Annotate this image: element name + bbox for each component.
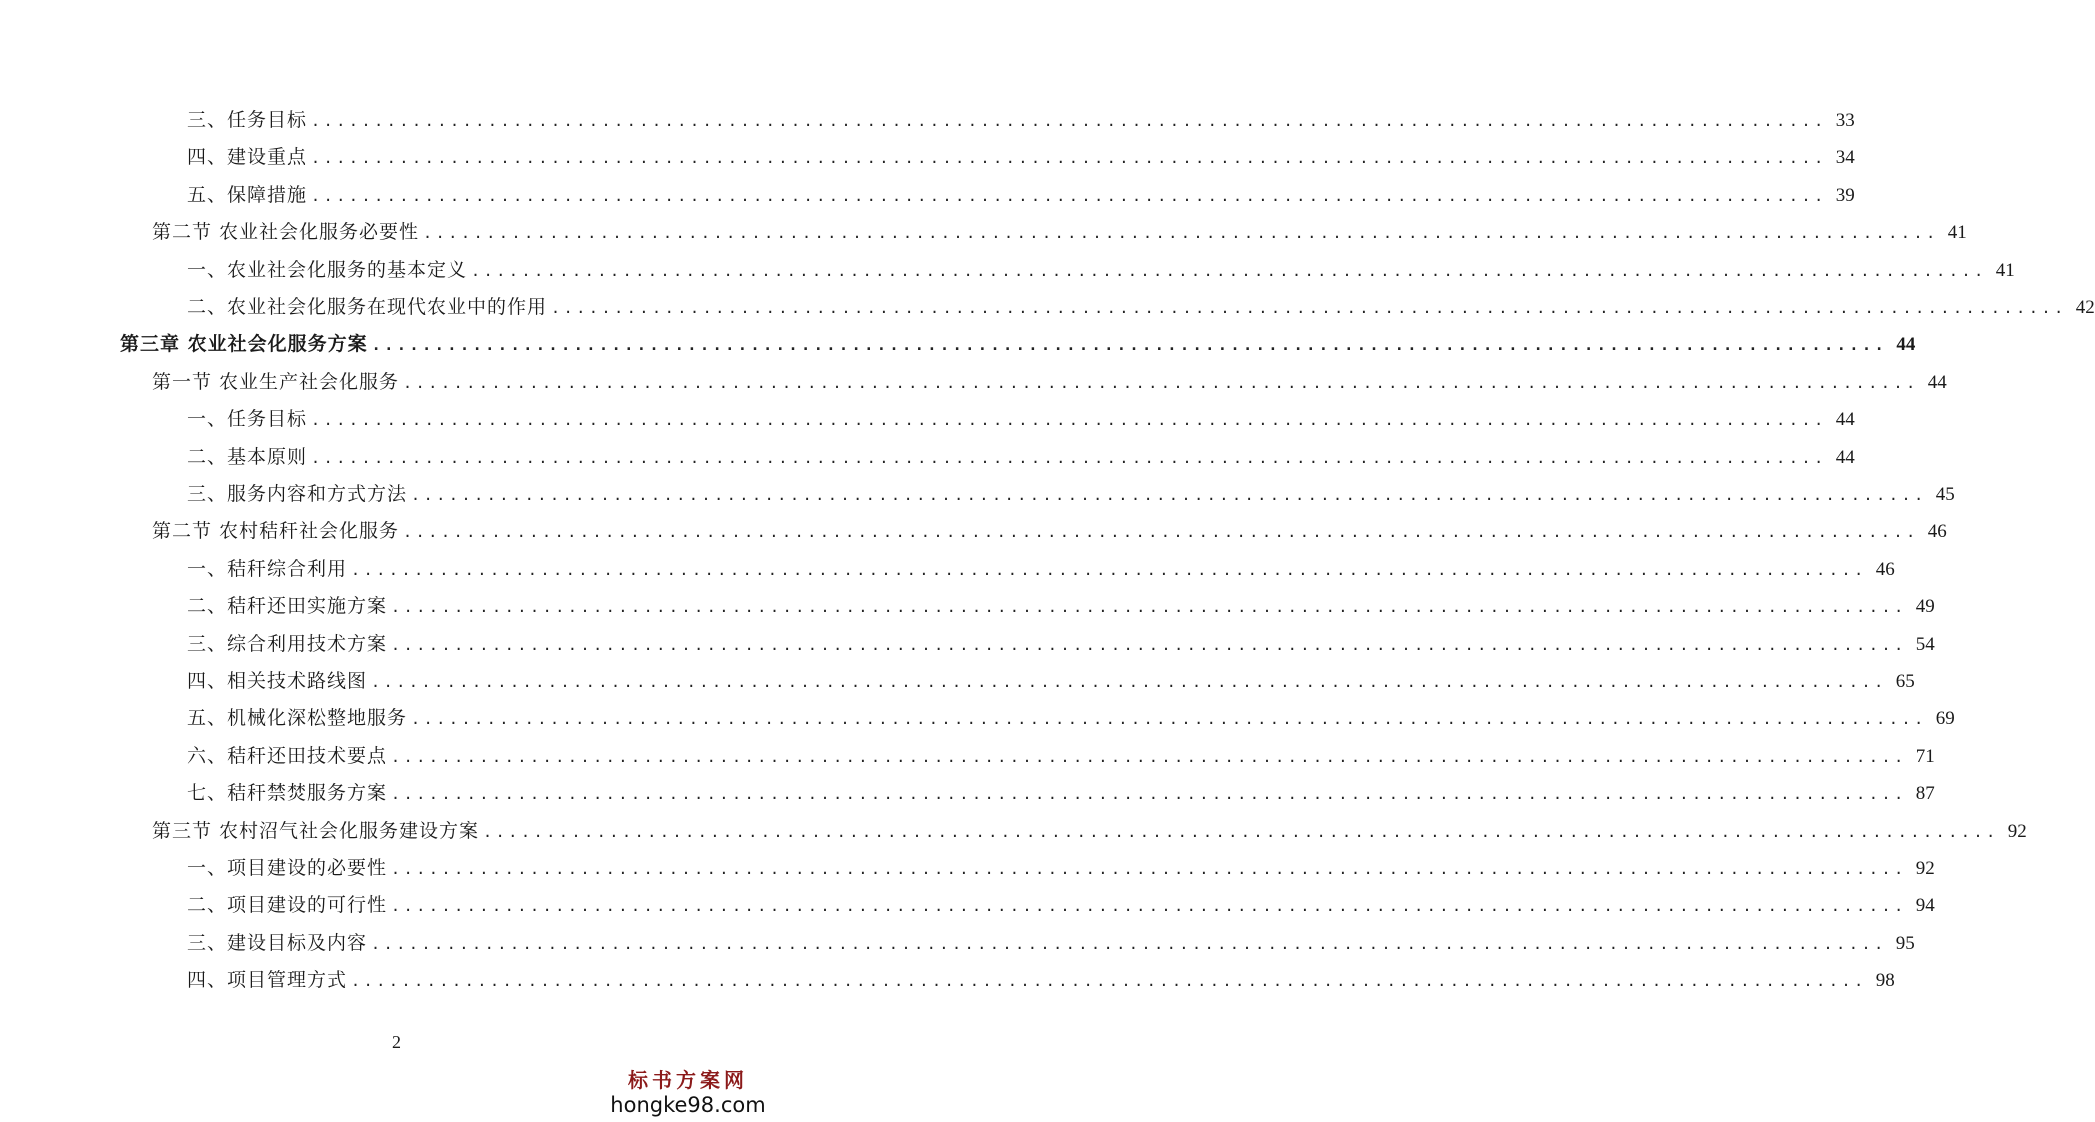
toc-entry-page: 44 (1835, 409, 1855, 430)
toc-entry-title: 第一节 农业生产社会化服务 (152, 371, 400, 393)
toc-entry-title: 一、任务目标 (187, 408, 308, 430)
dot-leader: ........................................................................................................................ (351, 561, 1867, 579)
toc-entry[interactable] (187, 443, 1855, 471)
dot-leader: ........................................................................................................................ (391, 598, 1907, 616)
dot-leader: ........................................................................................................................ (483, 823, 1999, 841)
dot-leader: ........................................................................................................................ (423, 224, 1939, 242)
toc-entry[interactable] (187, 592, 1935, 620)
toc-entry[interactable] (187, 555, 1895, 583)
toc-entry-page: 54 (1915, 634, 1935, 655)
toc-entry-page: 33 (1835, 110, 1855, 131)
toc-entry-page: 46 (1927, 521, 1947, 542)
toc-entry[interactable] (187, 256, 2015, 284)
page-number: 2 (392, 1032, 401, 1052)
toc-entry-page: 95 (1895, 933, 1915, 954)
dot-leader: ........................................................................................................................ (403, 523, 1919, 541)
dot-leader: ........................................................................................................................ (371, 935, 1887, 953)
toc-entry[interactable] (187, 742, 1935, 770)
toc-entry-title: 二、项目建设的可行性 (187, 894, 388, 916)
toc-entry-page: 65 (1895, 671, 1915, 692)
toc-entry-title: 三、任务目标 (187, 109, 308, 131)
toc-entry-title: 二、基本原则 (187, 446, 308, 468)
toc-entry-title: 五、保障措施 (187, 184, 308, 206)
toc-entry-page: 92 (2007, 821, 2027, 842)
toc-entry-title: 第三节 农村沼气社会化服务建设方案 (152, 820, 480, 842)
toc-entry-page: 98 (1875, 970, 1895, 991)
dot-leader: ........................................................................................................................ (311, 112, 1827, 130)
toc-entry-page: 42 (2075, 297, 2095, 318)
toc-entry-page: 46 (1875, 559, 1895, 580)
dot-leader: ........................................................................................................................ (411, 710, 1927, 728)
toc-entry-title: 第二节 农业社会化服务必要性 (152, 221, 420, 243)
toc-entry[interactable] (152, 817, 2027, 845)
dot-leader: ........................................................................................................................ (471, 262, 1987, 280)
toc-entry[interactable] (187, 891, 1935, 919)
toc-entry[interactable] (187, 667, 1915, 695)
toc-entry[interactable] (187, 779, 1935, 807)
toc-entry[interactable] (187, 480, 1955, 508)
toc-entry-page: 94 (1915, 895, 1935, 916)
toc-entry-page: 92 (1915, 858, 1935, 879)
toc-entry-page: 41 (1995, 260, 2015, 281)
toc-entry[interactable] (187, 293, 2095, 321)
toc-entry-page: 71 (1915, 746, 1935, 767)
toc-entry[interactable] (187, 966, 1895, 994)
toc-entry-page: 44 (1835, 447, 1855, 468)
dot-leader: ........................................................................................................................ (371, 673, 1887, 691)
toc-entry-title: 三、服务内容和方式方法 (187, 483, 408, 505)
watermark-url: hongke98.com (610, 1093, 766, 1117)
dot-leader: ........................................................................................................................ (311, 187, 1827, 205)
dot-leader: ........................................................................................................................ (391, 860, 1907, 878)
toc-entry[interactable] (187, 181, 1855, 209)
toc-entry-page: 39 (1835, 185, 1855, 206)
toc-entry-page: 44 (1927, 372, 1947, 393)
toc-entry[interactable] (187, 405, 1855, 433)
toc-entry-title: 四、建设重点 (187, 146, 308, 168)
dot-leader: ........................................................................................................................ (391, 897, 1907, 915)
toc-entry[interactable] (187, 929, 1915, 957)
dot-leader: ........................................................................................................................ (311, 449, 1827, 467)
dot-leader: ........................................................................................................................ (391, 636, 1907, 654)
dot-leader: ........................................................................................................................ (411, 486, 1927, 504)
toc-entry-page: 69 (1935, 708, 1955, 729)
toc-entry-page: 44 (1896, 334, 1916, 355)
toc-entry-page: 41 (1947, 222, 1967, 243)
toc-entry[interactable] (187, 630, 1935, 658)
toc-entry-title: 一、项目建设的必要性 (187, 857, 388, 879)
toc-entry-title: 四、项目管理方式 (187, 969, 348, 991)
toc-entry[interactable] (152, 517, 1947, 545)
toc-entry[interactable] (152, 218, 1967, 246)
dot-leader: ........................................................................................................................ (391, 748, 1907, 766)
dot-leader: ........................................................................................................................ (351, 972, 1867, 990)
toc-entry-title: 一、农业社会化服务的基本定义 (187, 259, 468, 281)
dot-leader: ........................................................................................................................ (311, 411, 1827, 429)
toc-entry-title: 二、秸秆还田实施方案 (187, 595, 388, 617)
toc-entry-title: 七、秸秆禁焚服务方案 (187, 782, 388, 804)
toc-entry-title: 五、机械化深松整地服务 (187, 707, 408, 729)
toc-entry[interactable] (187, 106, 1855, 134)
dot-leader: ........................................................................................................................ (371, 336, 1888, 354)
dot-leader: ........................................................................................................................ (403, 374, 1919, 392)
toc-entry-page: 87 (1915, 783, 1935, 804)
toc-entry-title: 第三章 农业社会化服务方案 (120, 333, 368, 355)
toc-entry-title: 第二节 农村秸秆社会化服务 (152, 520, 400, 542)
toc-entry[interactable] (152, 368, 1947, 396)
toc-entry-title: 四、相关技术路线图 (187, 670, 368, 692)
dot-leader: ........................................................................................................................ (311, 149, 1827, 167)
toc-entry-title: 一、秸秆综合利用 (187, 558, 348, 580)
dot-leader: ........................................................................................................................ (551, 299, 2067, 317)
toc-entry-page: 34 (1835, 147, 1855, 168)
watermark-logo (593, 1068, 783, 1118)
watermark-title: 标书方案网 (628, 1068, 748, 1092)
toc-entry-page: 49 (1915, 596, 1935, 617)
toc-entry-page: 45 (1935, 484, 1955, 505)
toc-entry-title: 三、综合利用技术方案 (187, 633, 388, 655)
toc-entry[interactable] (187, 704, 1955, 732)
toc-entry[interactable] (187, 854, 1935, 882)
toc-entry-title: 六、秸秆还田技术要点 (187, 745, 388, 767)
toc-entry-title: 二、农业社会化服务在现代农业中的作用 (187, 296, 548, 318)
dot-leader: ........................................................................................................................ (391, 785, 1907, 803)
toc-entry-title: 三、建设目标及内容 (187, 932, 368, 954)
toc-entry[interactable] (120, 330, 1916, 358)
toc-entry[interactable] (187, 143, 1855, 171)
